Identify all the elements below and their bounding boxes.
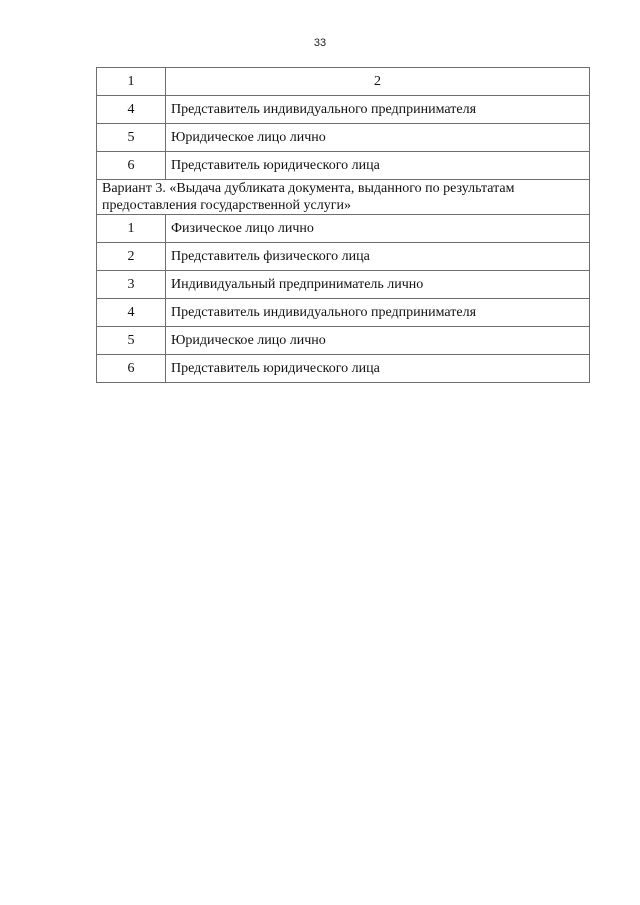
table-row <box>97 271 590 299</box>
row-number: 5 <box>97 124 166 152</box>
table-row <box>97 215 590 243</box>
row-label: Юридическое лицо лично <box>166 124 590 152</box>
section-title: Вариант 3. «Выдача дубликата документа, выданного по результатам предоставления государственной услуги» <box>97 180 590 215</box>
table-row <box>97 327 590 355</box>
row-number: 1 <box>97 215 166 243</box>
section-row <box>97 180 590 215</box>
row-number: 3 <box>97 271 166 299</box>
row-number: 4 <box>97 96 166 124</box>
row-number: 2 <box>97 243 166 271</box>
row-label: Представитель индивидуального предпринимателя <box>166 96 590 124</box>
table-row <box>97 96 590 124</box>
row-number: 4 <box>97 299 166 327</box>
table-row <box>97 152 590 180</box>
table-row <box>97 299 590 327</box>
row-label: Индивидуальный предприниматель лично <box>166 271 590 299</box>
row-label: Представитель индивидуального предпринимателя <box>166 299 590 327</box>
row-label: Юридическое лицо лично <box>166 327 590 355</box>
row-number: 6 <box>97 152 166 180</box>
table-row <box>97 243 590 271</box>
row-label: Представитель юридического лица <box>166 152 590 180</box>
header-col-1: 1 <box>97 68 166 96</box>
row-label: Физическое лицо лично <box>166 215 590 243</box>
table-row <box>97 124 590 152</box>
row-number: 6 <box>97 355 166 383</box>
page-number: 33 <box>313 37 327 49</box>
row-label: Представитель юридического лица <box>166 355 590 383</box>
header-col-2: 2 <box>166 68 590 96</box>
row-number: 5 <box>97 327 166 355</box>
table-header-row <box>97 68 590 96</box>
table-row <box>97 355 590 383</box>
row-label: Представитель физического лица <box>166 243 590 271</box>
applicant-variants-table <box>96 67 590 383</box>
